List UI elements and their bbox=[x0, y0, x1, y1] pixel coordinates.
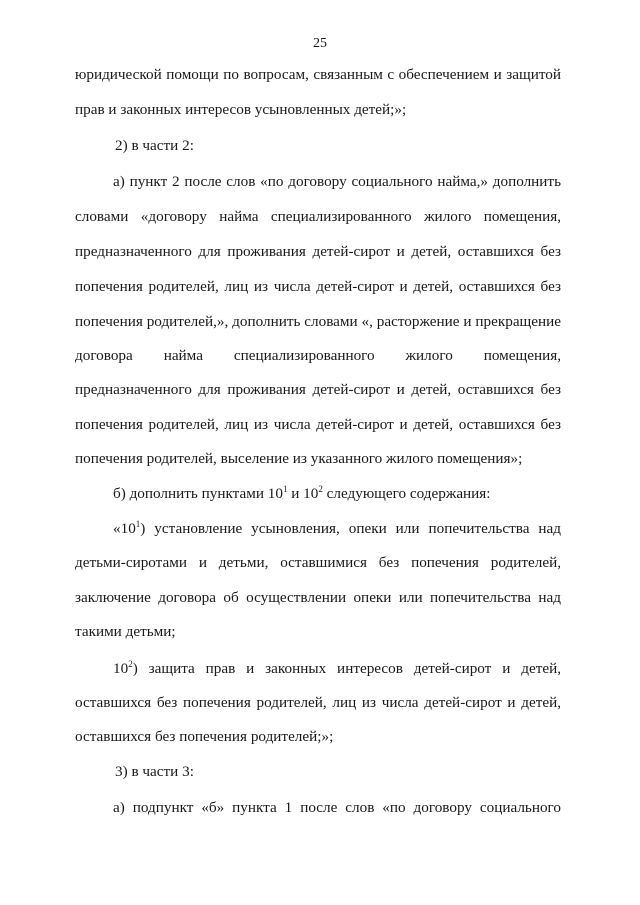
text-line: а) пункт 2 после слов «по договору социального найма,» дополнить bbox=[113, 173, 561, 190]
text-line bbox=[113, 485, 561, 503]
list-item-heading: 2) в части 2: bbox=[115, 137, 194, 154]
text-line: прав и законных интересов усыновленных детей;»; bbox=[75, 101, 407, 118]
page-number: 25 bbox=[313, 36, 327, 51]
text-fragment: ) защита прав и законных интересов детей-сирот и детей, bbox=[132, 660, 561, 677]
text-fragment: 10 bbox=[113, 660, 129, 677]
text-line: словами «договору найма специализированного жилого помещения, bbox=[75, 208, 561, 225]
text-line: оставшихся без попечения родителей;»; bbox=[75, 728, 334, 745]
text-line: оставшихся без попечения родителей, лиц из числа детей-сирот и детей, bbox=[75, 694, 561, 711]
text-line: попечения родителей,», дополнить словами «, расторжение и прекращение bbox=[75, 313, 561, 330]
superscript: 2 bbox=[128, 659, 133, 669]
text-fragment: «10 bbox=[113, 520, 136, 537]
text-line: попечения родителей, лиц из числа детей-сирот и детей, оставшихся без bbox=[75, 278, 561, 295]
text-line: а) подпункт «б» пункта 1 после слов «по договору социального bbox=[113, 799, 561, 816]
text-line: попечения родителей, лиц из числа детей-сирот и детей, оставшихся без bbox=[75, 416, 561, 433]
text-line: детьми-сиротами и детьми, оставшимися без попечения родителей, bbox=[75, 554, 561, 571]
text-line bbox=[113, 520, 561, 538]
superscript: 2 bbox=[318, 484, 323, 494]
superscript: 1 bbox=[282, 484, 288, 494]
text-fragment: следующего содержания: bbox=[322, 485, 491, 502]
text-fragment: ) установление усыновления, опеки или попечительства над bbox=[140, 520, 561, 537]
text-fragment: и 10 bbox=[287, 485, 319, 502]
text-line: попечения родителей, выселение из указанного жилого помещения»; bbox=[75, 450, 523, 467]
text-line: предназначенного для проживания детей-сирот и детей, оставшихся без bbox=[75, 381, 561, 398]
text-line: договора найма специализированного жилого помещения, bbox=[75, 347, 561, 364]
superscript: 1 bbox=[135, 519, 141, 529]
text-fragment: б) дополнить пунктами 10 bbox=[113, 485, 283, 502]
text-line: юридической помощи по вопросам, связанным с обеспечением и защитой bbox=[75, 66, 561, 83]
list-item-heading: 3) в части 3: bbox=[115, 763, 194, 780]
text-line: такими детьми; bbox=[75, 623, 176, 640]
text-line: предназначенного для проживания детей-сирот и детей, оставшихся без bbox=[75, 243, 561, 260]
text-line: заключение договора об осуществлении опеки или попечительства над bbox=[75, 589, 561, 606]
text-line bbox=[113, 660, 561, 678]
